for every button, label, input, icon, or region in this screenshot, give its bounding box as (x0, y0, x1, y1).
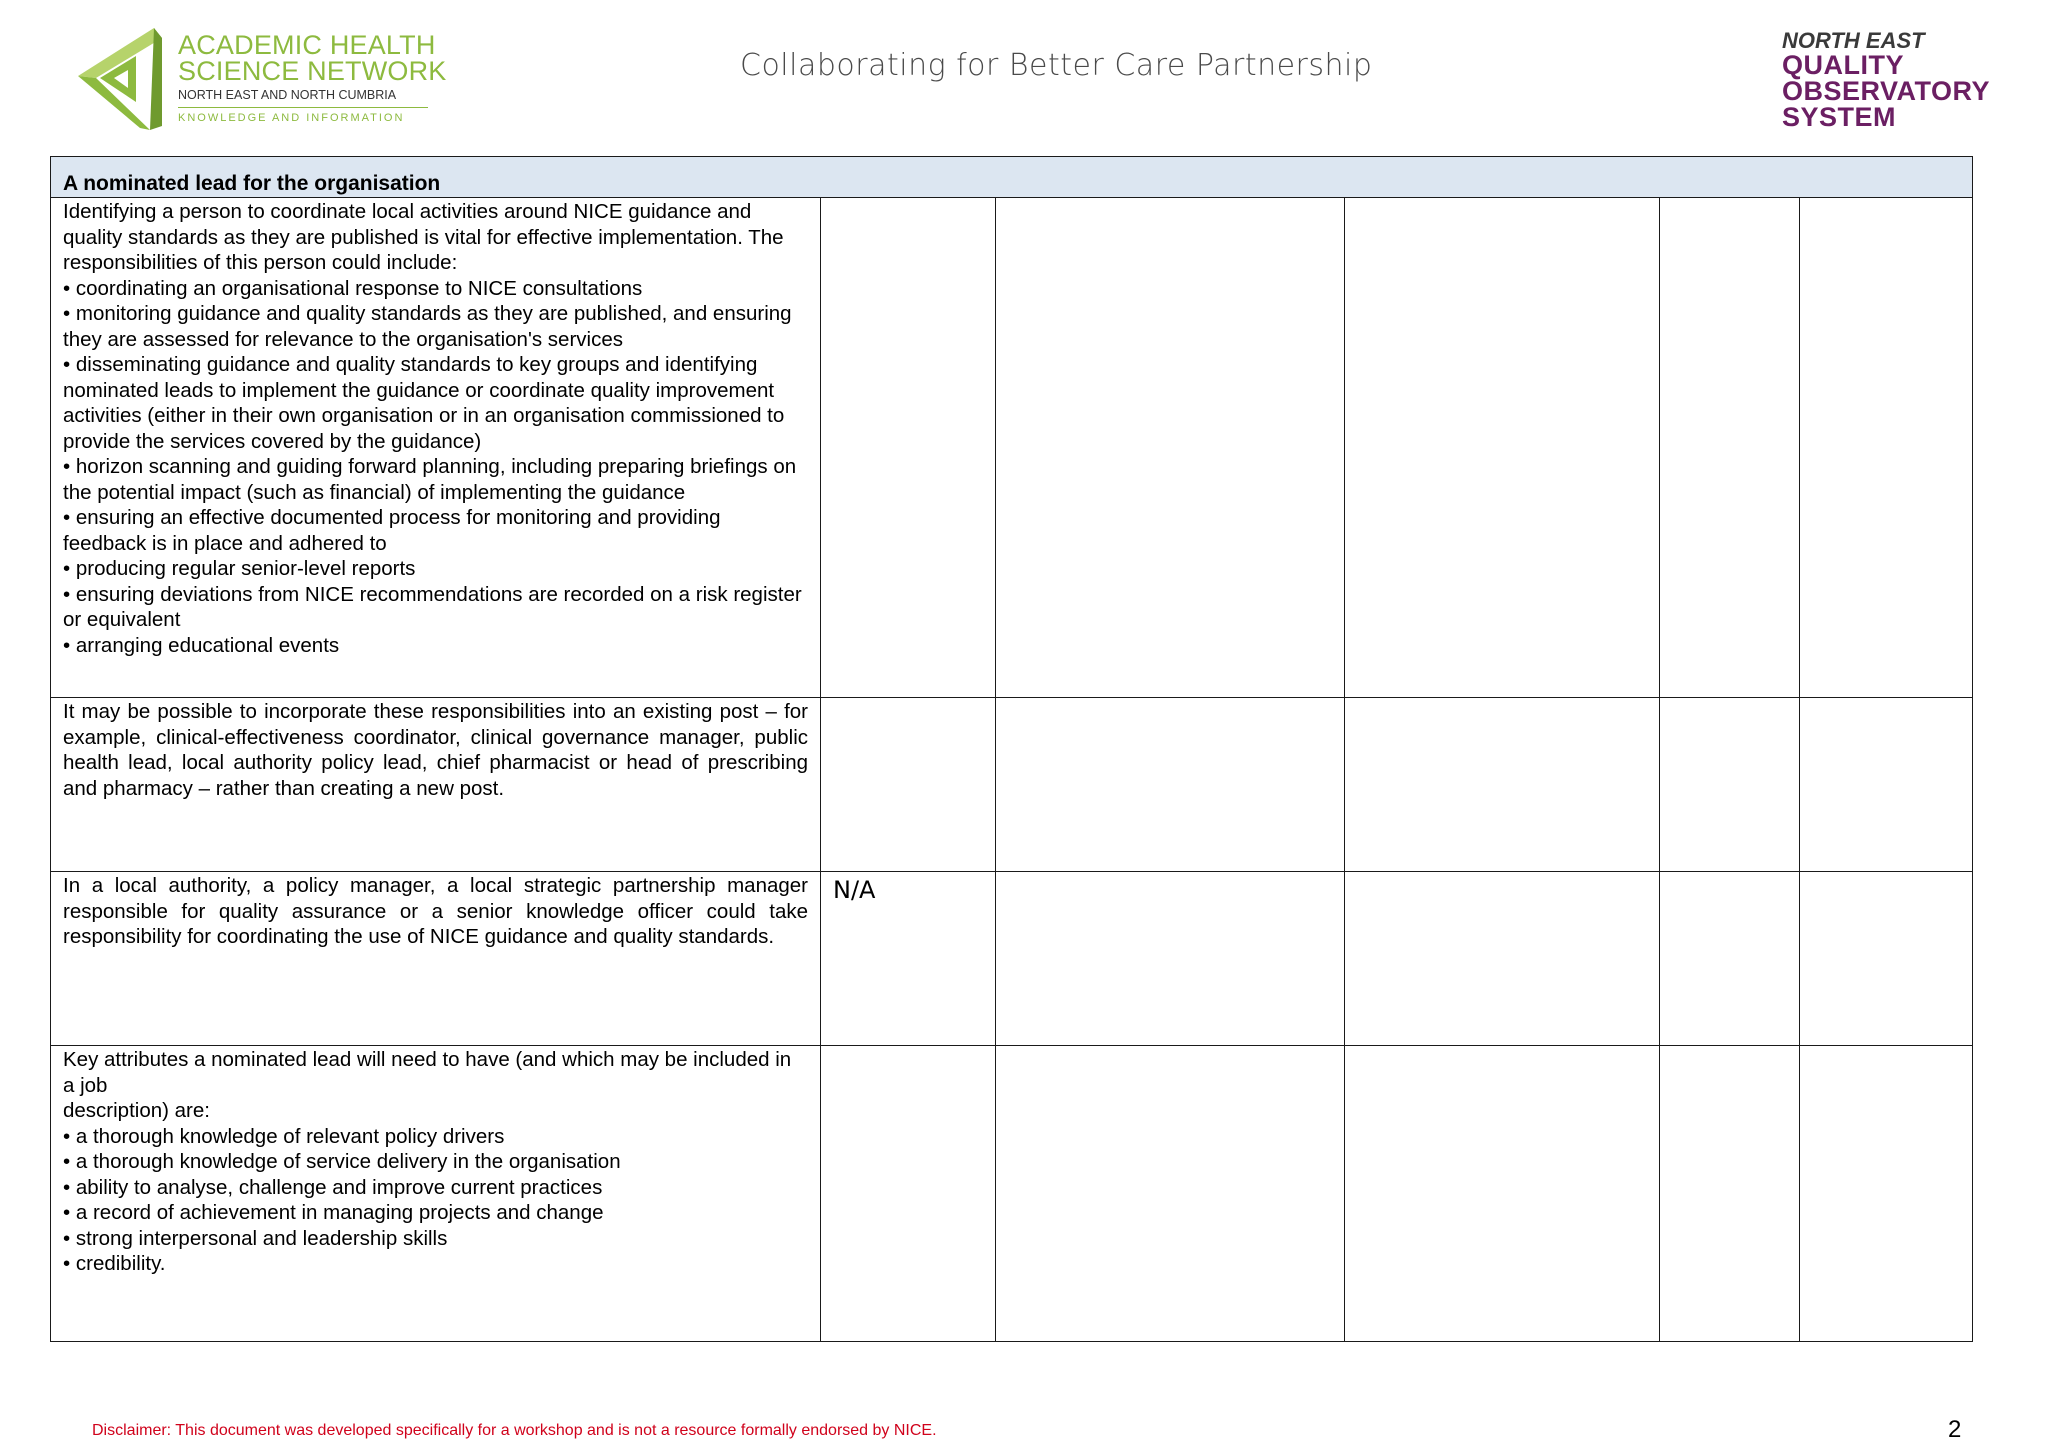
disclaimer: Disclaimer: This document was developed specifically for a workshop and is not a resource formally endorsed by NICE. (92, 1422, 937, 1439)
page-number: 2 (1948, 1416, 1962, 1443)
description-line: • a record of achievement in managing projects and change (63, 1201, 604, 1224)
description-line: • arranging educational events (63, 633, 340, 657)
description-line: • coordinating an organisational response to NICE consultations (63, 276, 643, 300)
empty-cell[interactable] (1660, 1046, 1800, 1342)
ahsn-logo (70, 26, 447, 134)
assessment-table (50, 156, 1973, 1342)
description-line: • monitoring guidance and quality standards as they are published, and ensuring they are assessed for relevance to the organisation's services (63, 302, 792, 351)
description-line: description) are: (63, 1099, 210, 1122)
description-line: • credibility. (63, 1252, 166, 1275)
empty-cell[interactable] (1345, 872, 1660, 1046)
description-line: It may be possible to incorporate these responsibilities into an existing post – for example, clinical-effectiveness coordinator, clinical governance manager, public health lead, local authority policy lead, chief pharmacist or head of prescribing and pharmacy – rather than creating a new post. (63, 700, 808, 800)
neqos-logo-line1: NORTH EAST (1782, 28, 1925, 53)
ahsn-logo-line3: NORTH EAST AND NORTH CUMBRIA (178, 88, 428, 108)
description-line: • ensuring an effective documented process for monitoring and providing feedback is in place and adhered to (63, 506, 721, 555)
response-cell[interactable] (821, 1046, 996, 1342)
table-row (51, 698, 1973, 872)
empty-cell[interactable] (996, 1046, 1345, 1342)
page-header (0, 0, 2048, 150)
response-cell[interactable] (821, 198, 996, 698)
empty-cell[interactable] (1345, 1046, 1660, 1342)
ahsn-triangle-icon (70, 26, 170, 130)
description-line: • horizon scanning and guiding forward planning, including preparing briefings on the potential impact (such as financial) of implementing the guidance (63, 455, 797, 504)
description-line: Key attributes a nominated lead will need to have (and which may be included in a job (63, 1048, 792, 1097)
description-line: • strong interpersonal and leadership skills (63, 1226, 448, 1250)
empty-cell[interactable] (996, 872, 1345, 1046)
empty-cell[interactable] (1345, 698, 1660, 872)
row-description (51, 698, 821, 872)
response-cell[interactable] (821, 698, 996, 872)
empty-cell[interactable] (1800, 1046, 1973, 1342)
response-cell[interactable]: N/A (821, 872, 996, 1046)
table-row (51, 872, 1973, 1046)
empty-cell[interactable] (996, 698, 1345, 872)
table-row (51, 1046, 1973, 1342)
description-line: • a thorough knowledge of relevant policy drivers (63, 1124, 505, 1148)
empty-cell[interactable] (1800, 872, 1973, 1046)
description-line: • producing regular senior-level reports (63, 557, 416, 580)
description-line: • disseminating guidance and quality standards to key groups and identifying nominated leads to implement the guidance or coordinate quality improvement activities (either in their own organisation or in an organisation commissioned to provide the services covered by the guidance) (63, 353, 785, 453)
neqos-logo-line4: SYSTEM (1782, 102, 1897, 132)
ahsn-logo-line2: SCIENCE NETWORK (178, 56, 447, 86)
section-heading: A nominated lead for the organisation (51, 157, 1973, 198)
empty-cell[interactable] (1800, 198, 1973, 698)
description-line: • a thorough knowledge of service delivery in the organisation (63, 1150, 621, 1173)
table-row (51, 198, 1973, 698)
neqos-logo-line3: OBSERVATORY (1782, 76, 1991, 106)
row-description (51, 198, 821, 698)
neqos-logo-line2: QUALITY (1782, 50, 1904, 80)
row-description (51, 1046, 821, 1342)
ahsn-logo-line4: KNOWLEDGE AND INFORMATION (178, 112, 405, 124)
row-description (51, 872, 821, 1046)
empty-cell[interactable] (1800, 698, 1973, 872)
page-title: Collaborating for Better Care Partnership (740, 48, 1373, 83)
description-line: • ability to analyse, challenge and improve current practices (63, 1175, 603, 1199)
empty-cell[interactable] (996, 198, 1345, 698)
empty-cell[interactable] (1345, 198, 1660, 698)
description-line: Identifying a person to coordinate local activities around NICE guidance and quality standards as they are published is vital for effective implementation. The responsibilities of this person could include: (63, 200, 784, 274)
empty-cell[interactable] (1660, 872, 1800, 1046)
empty-cell[interactable] (1660, 198, 1800, 698)
neqos-logo (1782, 30, 2002, 130)
description-line: • ensuring deviations from NICE recommendations are recorded on a risk register or equivalent (63, 582, 802, 631)
ahsn-logo-line1: ACADEMIC HEALTH (178, 30, 436, 60)
empty-cell[interactable] (1660, 698, 1800, 872)
description-line: In a local authority, a policy manager, a local strategic partnership manager responsible for quality assurance or a senior knowledge officer could take responsibility for coordinating the use of NICE guidance and quality standards. (63, 874, 808, 948)
section-header-row (51, 157, 1973, 198)
